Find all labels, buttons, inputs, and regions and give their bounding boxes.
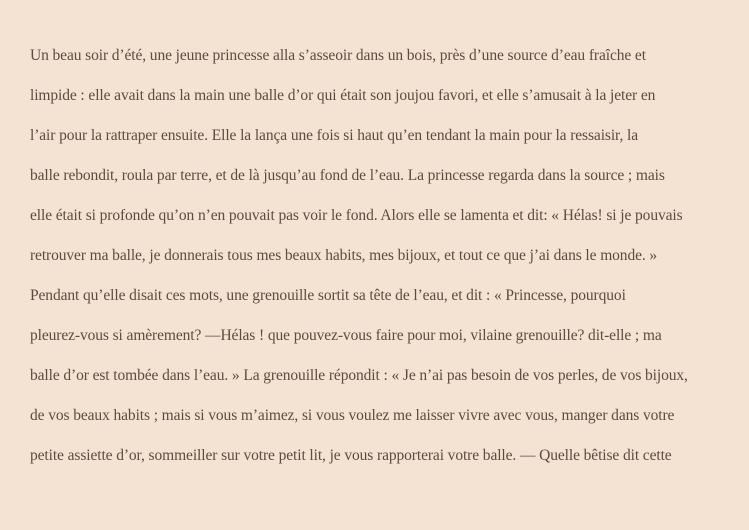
text-line: balle rebondit, roula par terre, et de là jusqu’au fond de l’eau. La princesse regarda dans la source ; mais bbox=[30, 167, 665, 184]
text-line: retrouver ma balle, je donnerais tous mes beaux habits, mes bijoux, et tout ce que j’ai dans le monde. » bbox=[30, 247, 658, 264]
text-line: elle était si profonde qu’on n’en pouvait pas voir le fond. Alors elle se lamenta et dit: « Hélas! si je pouvais bbox=[30, 207, 683, 224]
text-line: limpide : elle avait dans la main une balle d’or qui était son joujou favori, et elle s’amusait à la jeter en bbox=[30, 87, 656, 104]
story-paragraph bbox=[30, 36, 725, 476]
text-line: petite assiette d’or, sommeiller sur votre petit lit, je vous rapporterai votre balle. — Quelle bêtise dit cette bbox=[30, 447, 672, 464]
text-line: Un beau soir d’été, une jeune princesse alla s’asseoir dans un bois, près d’une source d’eau fraîche et bbox=[30, 47, 646, 64]
text-line: de vos beaux habits ; mais si vous m’aimez, si vous voulez me laisser vivre avec vous, manger dans votre bbox=[30, 407, 675, 424]
text-line: pleurez-vous si amèrement? —Hélas ! que pouvez-vous faire pour moi, vilaine grenouille? dit-elle ; ma bbox=[30, 327, 662, 344]
text-line: l’air pour la rattraper ensuite. Elle la lança une fois si haut qu’en tendant la main pour la ressaisir, la bbox=[30, 127, 639, 144]
text-line: balle d’or est tombée dans l’eau. » La grenouille répondit : « Je n’ai pas besoin de vos perles, de vos bijoux, bbox=[30, 367, 688, 384]
text-line: Pendant qu’elle disait ces mots, une grenouille sortit sa tête de l’eau, et dit : « Princesse, pourquoi bbox=[30, 287, 626, 304]
